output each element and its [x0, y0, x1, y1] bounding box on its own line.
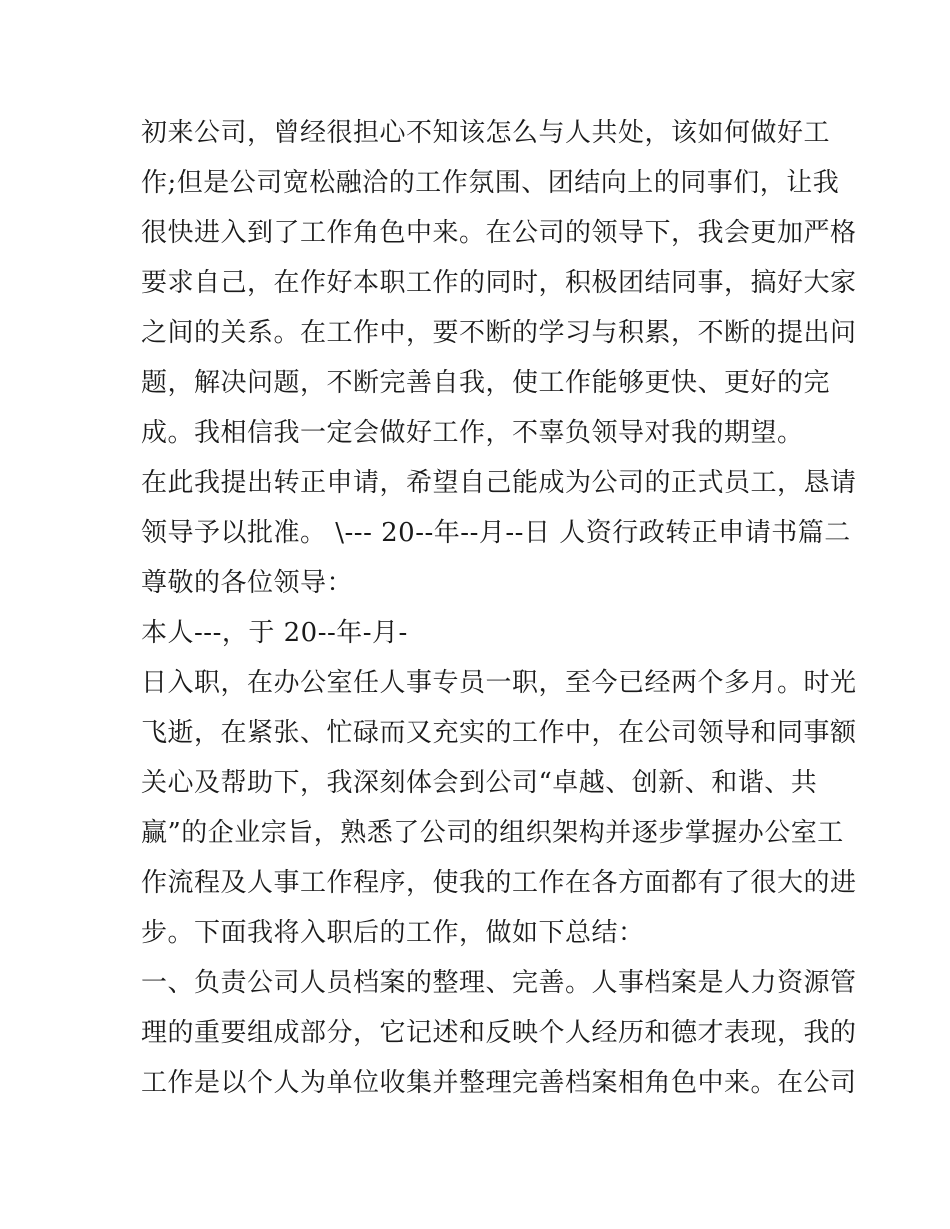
document-body — [141, 108, 857, 1108]
text-line: 日入职，在办公室任人事专员一职，至今已经两个多月。时光 — [141, 668, 857, 698]
text-line: 尊敬的各位领导： — [141, 568, 354, 598]
text-line: 本人---，于 20--年-月- — [141, 618, 408, 648]
text-line: 工作是以个人为单位收集并整理完善档案相角色中来。在公司 — [141, 1068, 857, 1098]
text-line: 理的重要组成部分，它记述和反映个人经历和德才表现，我的 — [141, 1018, 857, 1048]
text-line: 飞逝，在紧张、忙碌而又充实的工作中，在公司领导和同事额 — [141, 718, 857, 748]
text-line: 之间的关系。在工作中，要不断的学习与积累，不断的提出问 — [141, 318, 857, 348]
text-line: 关心及帮助下，我深刻体会到公司“卓越、创新、和谐、共 — [141, 768, 818, 798]
text-line: 要求自己，在作好本职工作的同时，积极团结同事，搞好大家 — [141, 268, 857, 298]
text-line: 领导予以批准。 \--- 20--年--月--日 人资行政转正申请书篇二 — [141, 518, 851, 548]
text-line: 题，解决问题，不断完善自我，使工作能够更快、更好的完 — [141, 368, 831, 398]
text-line: 步。下面我将入职后的工作，做如下总结： — [141, 918, 645, 948]
text-line: 在此我提出转正申请，希望自己能成为公司的正式员工，恳请 — [141, 468, 857, 498]
text-line: 一、负责公司人员档案的整理、完善。人事档案是人力资源管 — [141, 968, 857, 998]
text-line: 作流程及人事工作程序，使我的工作在各方面都有了很大的进 — [141, 868, 857, 898]
text-line: 很快进入到了工作角色中来。在公司的领导下，我会更加严格 — [141, 218, 857, 248]
text-line: 作;但是公司宽松融洽的工作氛围、团结向上的同事们，让我 — [141, 168, 840, 198]
text-line: 赢”的企业宗旨，熟悉了公司的组织架构并逐步掌握办公室工 — [141, 818, 844, 848]
text-line: 初来公司，曾经很担心不知该怎么与人共处，该如何做好工 — [141, 118, 831, 148]
text-line: 成。我相信我一定会做好工作，不辜负领导对我的期望。 — [141, 418, 804, 448]
